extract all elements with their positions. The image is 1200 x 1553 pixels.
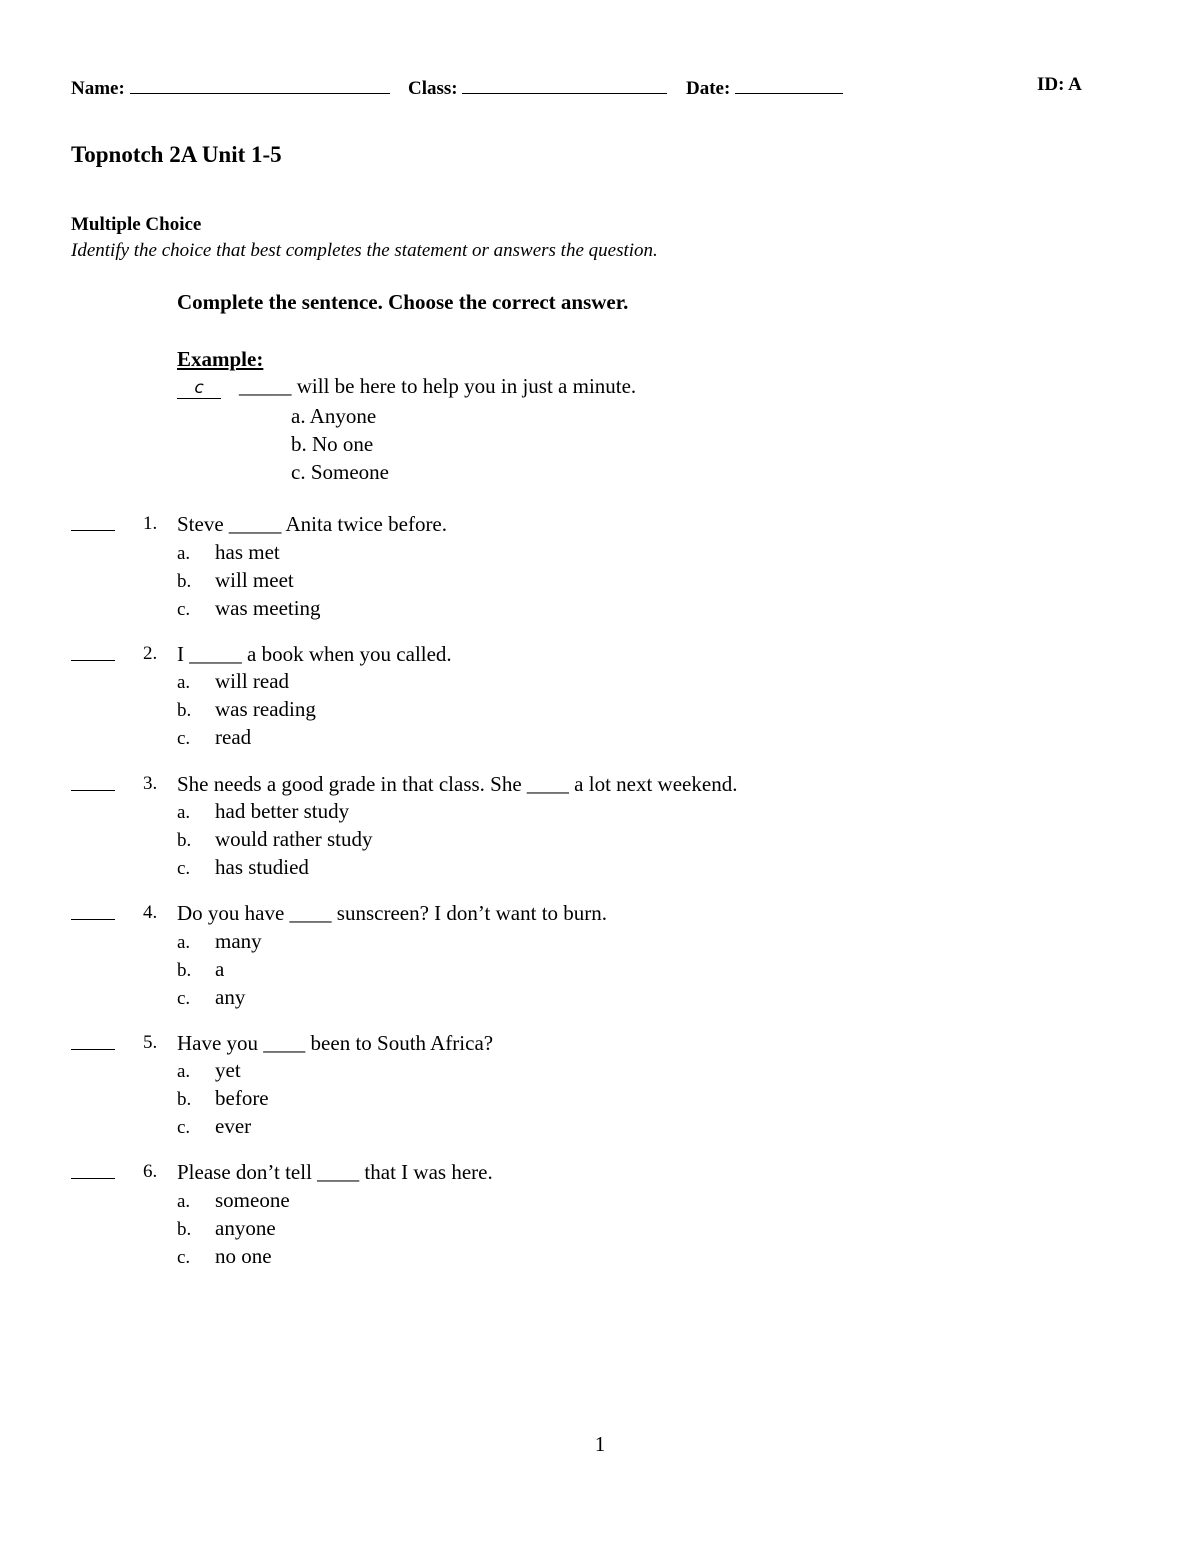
option-letter: a. <box>177 543 191 564</box>
date-blank[interactable] <box>735 74 843 94</box>
option-c[interactable] <box>177 594 321 622</box>
option-text: any <box>215 985 246 1009</box>
question-stem: Have you ____ been to South Africa? <box>177 1031 494 1055</box>
option-a[interactable] <box>177 667 289 695</box>
name-label: Name: <box>71 78 125 99</box>
option-text: was reading <box>215 697 316 721</box>
example-sentence: _____ will be here to help you in just a minute. <box>239 374 637 398</box>
example-choices <box>291 402 389 486</box>
option-text: a <box>215 957 225 981</box>
question-stem: Please don’t tell ____ that I was here. <box>177 1160 493 1184</box>
example-choice: c. Someone <box>291 460 389 484</box>
option-letter: b. <box>177 700 192 721</box>
option-text: yet <box>215 1058 241 1082</box>
name-field[interactable] <box>71 74 390 100</box>
date-field[interactable] <box>686 74 843 100</box>
option-letter: c. <box>177 1247 191 1268</box>
page-title: Topnotch 2A Unit 1-5 <box>71 142 282 167</box>
question-stem: Do you have ____ sunscreen? I don’t want to burn. <box>177 901 608 925</box>
option-text: someone <box>215 1188 290 1212</box>
answer-blank[interactable] <box>71 530 115 531</box>
example-label: Example: <box>177 347 264 371</box>
question-number: 6. <box>143 1161 158 1182</box>
option-text: no one <box>215 1244 272 1268</box>
directions: Complete the sentence. Choose the correct answer. <box>177 290 629 314</box>
option-c[interactable] <box>177 1112 251 1140</box>
option-letter: c. <box>177 728 191 749</box>
option-text: will meet <box>215 568 294 592</box>
question-stem: I _____ a book when you called. <box>177 642 452 666</box>
option-letter: a. <box>177 1061 191 1082</box>
section-instructions: Identify the choice that best completes the statement or answers the question. <box>71 240 658 261</box>
option-letter: b. <box>177 1089 192 1110</box>
option-letter: b. <box>177 960 192 981</box>
option-b[interactable] <box>177 695 316 723</box>
question-stem: She needs a good grade in that class. She ____ a lot next weekend. <box>177 772 738 796</box>
option-letter: b. <box>177 1219 192 1240</box>
class-field[interactable] <box>408 74 667 100</box>
question-number: 1. <box>143 513 158 534</box>
answer-blank[interactable] <box>71 1178 115 1179</box>
option-a[interactable] <box>177 1056 241 1084</box>
option-letter: a. <box>177 1191 191 1212</box>
answer-blank[interactable] <box>71 919 115 920</box>
answer-blank[interactable] <box>71 790 115 791</box>
option-text: has met <box>215 540 280 564</box>
option-c[interactable] <box>177 983 245 1011</box>
option-c[interactable] <box>177 853 309 881</box>
id-label: ID: A <box>1037 74 1082 95</box>
example-choice: a. Anyone <box>291 404 377 428</box>
option-b[interactable] <box>177 566 294 594</box>
question-number: 5. <box>143 1032 158 1053</box>
question-number: 3. <box>143 773 158 794</box>
question-number: 4. <box>143 902 158 923</box>
date-label: Date: <box>686 78 731 99</box>
option-text: has studied <box>215 855 309 879</box>
option-text: would rather study <box>215 827 373 851</box>
question-stem: Steve _____ Anita twice before. <box>177 512 448 536</box>
option-text: read <box>215 725 252 749</box>
option-text: ever <box>215 1114 252 1138</box>
option-c[interactable] <box>177 1242 272 1270</box>
option-b[interactable] <box>177 1214 276 1242</box>
option-a[interactable] <box>177 927 262 955</box>
section-title: Multiple Choice <box>71 214 202 235</box>
option-letter: a. <box>177 672 191 693</box>
answer-blank[interactable] <box>71 1049 115 1050</box>
option-letter: c. <box>177 858 191 879</box>
class-blank[interactable] <box>462 74 667 94</box>
option-text: was meeting <box>215 596 321 620</box>
option-letter: a. <box>177 932 191 953</box>
page-number: 1 <box>594 1432 606 1456</box>
header-line <box>71 74 1131 100</box>
option-letter: b. <box>177 830 192 851</box>
example-sentence-line <box>177 374 636 399</box>
option-text: anyone <box>215 1216 276 1240</box>
example-answer: c <box>177 378 221 399</box>
question-number: 2. <box>143 643 158 664</box>
option-a[interactable] <box>177 797 349 825</box>
option-b[interactable] <box>177 1084 269 1112</box>
option-c[interactable] <box>177 723 251 751</box>
option-text: before <box>215 1086 269 1110</box>
option-text: many <box>215 929 262 953</box>
option-b[interactable] <box>177 955 224 983</box>
option-letter: c. <box>177 1117 191 1138</box>
option-letter: a. <box>177 802 191 823</box>
option-text: had better study <box>215 799 350 823</box>
answer-blank[interactable] <box>71 660 115 661</box>
name-blank[interactable] <box>130 74 390 94</box>
option-a[interactable] <box>177 538 280 566</box>
option-a[interactable] <box>177 1186 290 1214</box>
option-b[interactable] <box>177 825 372 853</box>
option-letter: b. <box>177 571 192 592</box>
option-letter: c. <box>177 599 191 620</box>
class-label: Class: <box>408 78 458 99</box>
option-text: will read <box>215 669 290 693</box>
option-letter: c. <box>177 988 191 1009</box>
example-choice: b. No one <box>291 432 374 456</box>
